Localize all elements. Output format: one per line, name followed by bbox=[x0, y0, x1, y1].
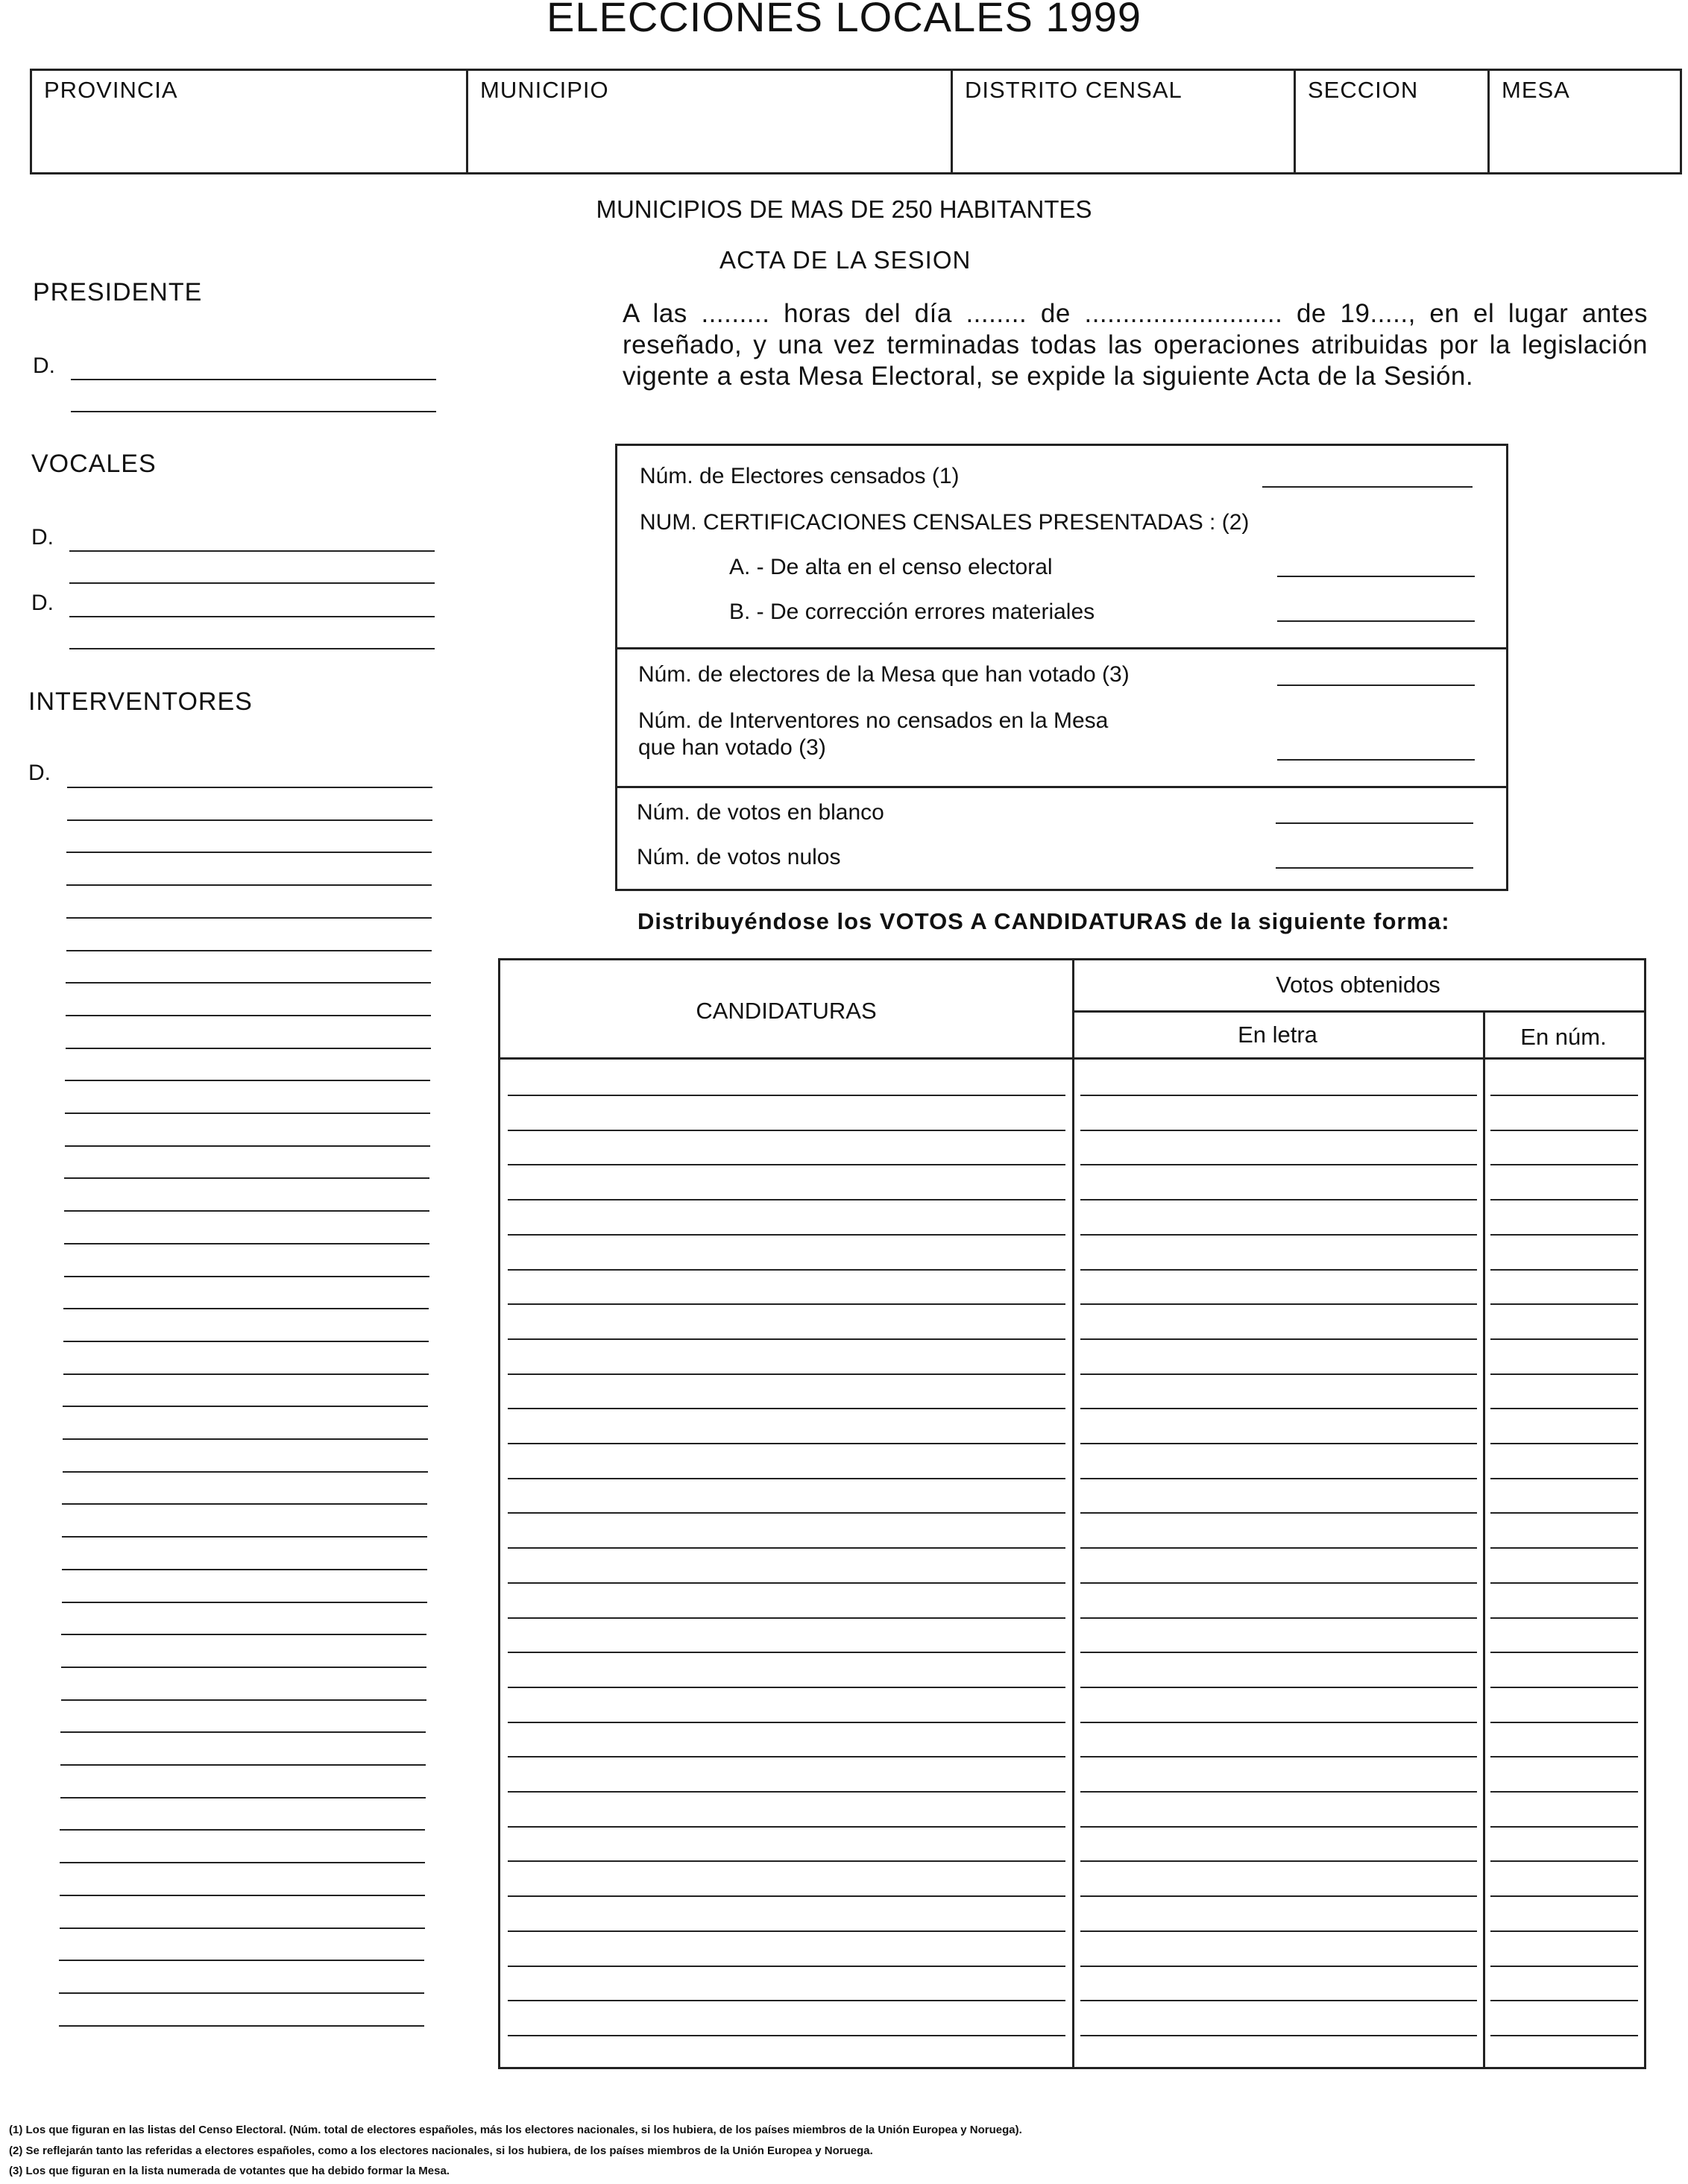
en-num-header: En núm. bbox=[1520, 1024, 1607, 1050]
interventor-signature-line[interactable] bbox=[64, 1177, 429, 1179]
votos-letra-line[interactable] bbox=[1080, 1373, 1477, 1375]
candidatura-line[interactable] bbox=[508, 2000, 1065, 2001]
votos-letra-line[interactable] bbox=[1080, 1966, 1477, 1967]
candidatura-line[interactable] bbox=[508, 1722, 1065, 1723]
interventores-label: INTERVENTORES bbox=[28, 687, 253, 716]
interventor-d-label: D. bbox=[28, 761, 51, 785]
interventor-signature-line[interactable] bbox=[60, 1731, 426, 1733]
votos-num-line[interactable] bbox=[1490, 1756, 1638, 1757]
interventor-signature-line[interactable] bbox=[66, 982, 431, 984]
presidente-label: PRESIDENTE bbox=[33, 278, 203, 306]
votos-letra-line[interactable] bbox=[1080, 1199, 1477, 1200]
votes-table bbox=[498, 958, 1646, 2069]
votos-letra-line[interactable] bbox=[1080, 1512, 1477, 1514]
vocal-2-signature-line[interactable] bbox=[69, 616, 435, 617]
interventor-signature-line[interactable] bbox=[64, 1276, 429, 1277]
candidatura-line[interactable] bbox=[508, 1826, 1065, 1828]
votos-letra-line[interactable] bbox=[1080, 1687, 1477, 1688]
footnote-3: (3) Los que figuran en la lista numerada de votantes que ha debido formar la Mesa. bbox=[9, 2165, 450, 2177]
votos-num-line[interactable] bbox=[1490, 1652, 1638, 1653]
municipio-label: MUNICIPIO bbox=[480, 77, 609, 103]
summary-box bbox=[615, 444, 1508, 891]
votos-num-line[interactable] bbox=[1490, 1547, 1638, 1549]
vocal-1-signature-line[interactable] bbox=[69, 550, 435, 552]
votos-num-line[interactable] bbox=[1490, 1966, 1638, 1967]
candidatura-line[interactable] bbox=[508, 1164, 1065, 1165]
mesa-label: MESA bbox=[1502, 77, 1570, 103]
votos-num-line[interactable] bbox=[1490, 1164, 1638, 1165]
interventor-signature-line[interactable] bbox=[64, 1210, 429, 1212]
interventor-signature-line[interactable] bbox=[61, 1667, 426, 1668]
votos-num-line[interactable] bbox=[1490, 1791, 1638, 1793]
interventor-signature-line[interactable] bbox=[62, 1536, 427, 1538]
candidatura-line[interactable] bbox=[508, 1547, 1065, 1549]
votos-num-line[interactable] bbox=[1490, 1512, 1638, 1514]
candidatura-line[interactable] bbox=[508, 1234, 1065, 1236]
interventor-signature-line[interactable] bbox=[64, 1243, 429, 1244]
votos-blanco-field[interactable] bbox=[1276, 822, 1473, 824]
votos-letra-line[interactable] bbox=[1080, 1930, 1477, 1932]
votos-num-line[interactable] bbox=[1490, 1303, 1638, 1305]
interventor-signature-line[interactable] bbox=[66, 1015, 431, 1016]
interventor-signature-line[interactable] bbox=[66, 950, 432, 951]
interventor-signature-line[interactable] bbox=[60, 1764, 426, 1766]
votos-letra-line[interactable] bbox=[1080, 1756, 1477, 1757]
interventor-signature-line[interactable] bbox=[61, 1699, 426, 1701]
votos-num-line[interactable] bbox=[1490, 1408, 1638, 1409]
votos-num-line[interactable] bbox=[1490, 1234, 1638, 1236]
candidatura-line[interactable] bbox=[508, 1408, 1065, 1409]
footnote-2: (2) Se reflejarán tanto las referidas a electores españoles, como a los electores nacionales, si los hubiera, de los países miembros de la Unión Europea y Noruega. bbox=[9, 2144, 873, 2157]
votos-num-line[interactable] bbox=[1490, 1478, 1638, 1479]
header-fields bbox=[30, 69, 1682, 174]
votos-num-line[interactable] bbox=[1490, 1338, 1638, 1340]
votos-num-line[interactable] bbox=[1490, 1269, 1638, 1271]
candidatura-line[interactable] bbox=[508, 1687, 1065, 1688]
vocal-2-d-label: D. bbox=[31, 591, 54, 615]
summary-divider-2 bbox=[617, 786, 1506, 788]
votos-num-line[interactable] bbox=[1490, 1373, 1638, 1375]
candidatura-line[interactable] bbox=[508, 1478, 1065, 1479]
vocal-2-signature-line-2[interactable] bbox=[69, 648, 435, 649]
candidatura-line[interactable] bbox=[508, 1966, 1065, 1967]
seccion-field[interactable] bbox=[1296, 71, 1490, 172]
summary-divider-1 bbox=[617, 647, 1506, 649]
votos-letra-line[interactable] bbox=[1080, 1269, 1477, 1271]
seccion-label: SECCION bbox=[1308, 77, 1419, 103]
interventor-signature-line[interactable] bbox=[60, 1797, 426, 1799]
candidatura-line[interactable] bbox=[508, 1512, 1065, 1514]
votos-num-line[interactable] bbox=[1490, 1826, 1638, 1828]
candidatura-line[interactable] bbox=[508, 1617, 1065, 1619]
electores-censados-label: Núm. de Electores censados (1) bbox=[640, 464, 960, 488]
votos-letra-line[interactable] bbox=[1080, 1860, 1477, 1862]
alta-field[interactable] bbox=[1277, 576, 1475, 577]
candidatura-line[interactable] bbox=[508, 1860, 1065, 1862]
han-votado-label: Núm. de electores de la Mesa que han votado (3) bbox=[638, 662, 1130, 687]
votos-nulos-label: Núm. de votos nulos bbox=[637, 845, 841, 869]
votos-num-line[interactable] bbox=[1490, 1443, 1638, 1444]
votos-num-line[interactable] bbox=[1490, 1722, 1638, 1723]
interventor-signature-line[interactable] bbox=[66, 884, 432, 886]
votos-letra-line[interactable] bbox=[1080, 1895, 1477, 1897]
distrito-censal-label: DISTRITO CENSAL bbox=[965, 77, 1182, 103]
votos-letra-line[interactable] bbox=[1080, 1547, 1477, 1549]
votos-num-line[interactable] bbox=[1490, 1095, 1638, 1096]
candidatura-line[interactable] bbox=[508, 1443, 1065, 1444]
interventor-signature-line[interactable] bbox=[63, 1438, 428, 1440]
interventor-signature-line[interactable] bbox=[60, 1862, 425, 1863]
provincia-label: PROVINCIA bbox=[44, 77, 178, 103]
vocales-label: VOCALES bbox=[31, 450, 157, 478]
candidatura-line[interactable] bbox=[508, 1303, 1065, 1305]
table-divider-candidaturas bbox=[1072, 960, 1074, 2067]
votos-num-line[interactable] bbox=[1490, 2000, 1638, 2001]
votos-letra-line[interactable] bbox=[1080, 1478, 1477, 1479]
votos-letra-line[interactable] bbox=[1080, 1338, 1477, 1340]
interventor-signature-line[interactable] bbox=[63, 1341, 429, 1342]
distrito-censal-field[interactable] bbox=[953, 71, 1296, 172]
votos-letra-line[interactable] bbox=[1080, 1164, 1477, 1165]
interventor-signature-line[interactable] bbox=[67, 819, 432, 821]
mesa-field[interactable] bbox=[1490, 71, 1680, 172]
presidente-signature-line-2[interactable] bbox=[71, 411, 436, 412]
presidente-d-label: D. bbox=[33, 353, 55, 378]
votos-letra-line[interactable] bbox=[1080, 1582, 1477, 1584]
interventores-votado-field[interactable] bbox=[1277, 759, 1475, 761]
candidatura-line[interactable] bbox=[508, 1652, 1065, 1653]
candidatura-line[interactable] bbox=[508, 1791, 1065, 1793]
candidatura-line[interactable] bbox=[508, 1338, 1065, 1340]
interventor-signature-line[interactable] bbox=[63, 1373, 429, 1375]
electores-censados-field[interactable] bbox=[1262, 486, 1473, 488]
votos-blanco-label: Núm. de votos en blanco bbox=[637, 800, 884, 825]
interventor-signature-line[interactable] bbox=[63, 1406, 428, 1407]
votos-letra-line[interactable] bbox=[1080, 1722, 1477, 1723]
presidente-signature-line[interactable] bbox=[71, 379, 436, 380]
votos-num-line[interactable] bbox=[1490, 1199, 1638, 1200]
subtitle: MUNICIPIOS DE MAS DE 250 HABITANTES bbox=[596, 195, 1092, 223]
interventor-signature-line[interactable] bbox=[62, 1503, 427, 1505]
votos-num-line[interactable] bbox=[1490, 1895, 1638, 1897]
interventor-signature-line[interactable] bbox=[60, 1895, 425, 1896]
distribution-heading: Distribuyéndose los VOTOS A CANDIDATURAS de la siguiente forma: bbox=[637, 908, 1450, 934]
provincia-field[interactable] bbox=[32, 71, 468, 172]
interventor-signature-line[interactable] bbox=[63, 1471, 428, 1473]
votos-num-line[interactable] bbox=[1490, 1930, 1638, 1932]
interventor-signature-line[interactable] bbox=[66, 917, 432, 919]
votos-letra-line[interactable] bbox=[1080, 1617, 1477, 1619]
vocal-1-signature-line-2[interactable] bbox=[69, 582, 435, 584]
interventor-signature-line[interactable] bbox=[65, 1113, 430, 1114]
votos-num-line[interactable] bbox=[1490, 1617, 1638, 1619]
votos-num-line[interactable] bbox=[1490, 1130, 1638, 1131]
votos-letra-line[interactable] bbox=[1080, 1826, 1477, 1828]
han-votado-field[interactable] bbox=[1277, 685, 1475, 686]
interventor-signature-line[interactable] bbox=[62, 1602, 427, 1603]
votos-letra-line[interactable] bbox=[1080, 1234, 1477, 1236]
votos-letra-line[interactable] bbox=[1080, 1791, 1477, 1793]
table-header-divider bbox=[500, 1057, 1644, 1060]
candidatura-line[interactable] bbox=[508, 1130, 1065, 1131]
interventor-signature-line[interactable] bbox=[59, 1992, 424, 1994]
votos-num-line[interactable] bbox=[1490, 2035, 1638, 2036]
en-letra-header: En letra bbox=[1238, 1022, 1317, 1048]
table-divider-letra-num bbox=[1483, 1010, 1485, 2067]
votos-letra-line[interactable] bbox=[1080, 1408, 1477, 1409]
interventores-votado-label-1: Núm. de Interventores no censados en la Mesa bbox=[638, 708, 1109, 733]
candidatura-line[interactable] bbox=[508, 1895, 1065, 1897]
interventor-signature-line[interactable] bbox=[66, 1048, 431, 1049]
interventor-signature-line[interactable] bbox=[67, 787, 432, 788]
votos-num-line[interactable] bbox=[1490, 1860, 1638, 1862]
votos-obtenidos-header: Votos obtenidos bbox=[1276, 972, 1440, 998]
candidatura-line[interactable] bbox=[508, 2035, 1065, 2036]
certificaciones-label: NUM. CERTIFICACIONES CENSALES PRESENTADAS : (2) bbox=[640, 510, 1250, 535]
interventor-signature-line[interactable] bbox=[60, 1829, 425, 1831]
candidatura-line[interactable] bbox=[508, 1373, 1065, 1375]
vocal-1-d-label: D. bbox=[31, 525, 54, 550]
candidatura-line[interactable] bbox=[508, 1582, 1065, 1584]
interventor-signature-line[interactable] bbox=[62, 1569, 427, 1570]
votos-nulos-field[interactable] bbox=[1276, 867, 1473, 869]
interventores-votado-label-2: que han votado (3) bbox=[638, 735, 826, 760]
votos-letra-line[interactable] bbox=[1080, 1652, 1477, 1653]
votos-letra-line[interactable] bbox=[1080, 1443, 1477, 1444]
votos-letra-line[interactable] bbox=[1080, 2000, 1477, 2001]
interventor-signature-line[interactable] bbox=[61, 1634, 426, 1635]
interventor-signature-line[interactable] bbox=[66, 852, 432, 853]
document-title: ELECCIONES LOCALES 1999 bbox=[546, 0, 1142, 40]
candidatura-line[interactable] bbox=[508, 1930, 1065, 1932]
interventor-signature-line[interactable] bbox=[65, 1145, 430, 1147]
municipio-field[interactable] bbox=[468, 71, 953, 172]
correccion-label: B. - De corrección errores materiales bbox=[729, 600, 1095, 624]
candidatura-line[interactable] bbox=[508, 1269, 1065, 1271]
votos-obtenidos-divider bbox=[1072, 1010, 1644, 1013]
votos-letra-line[interactable] bbox=[1080, 1303, 1477, 1305]
candidatura-line[interactable] bbox=[508, 1095, 1065, 1096]
votos-letra-line[interactable] bbox=[1080, 2035, 1477, 2036]
votos-num-line[interactable] bbox=[1490, 1582, 1638, 1584]
interventor-signature-line[interactable] bbox=[63, 1308, 429, 1309]
intro-paragraph: A las ......... horas del día ........ de .......................... de 19....., en el lugar antes reseñado, y una vez terminadas todas las operaciones atribuidas por la legislación vigente a esta Mesa Electoral, se expide la siguiente Acta de la Sesión. bbox=[623, 299, 1648, 391]
footnote-1: (1) Los que figuran en las listas del Censo Electoral. (Núm. total de electores españoles, más los electores nacionales, si los hubiera, de los países miembros de la Unión Europea y Noruega). bbox=[9, 2124, 1022, 2136]
interventor-signature-line[interactable] bbox=[65, 1080, 430, 1081]
votos-letra-line[interactable] bbox=[1080, 1130, 1477, 1131]
interventor-signature-line[interactable] bbox=[59, 1960, 424, 1961]
votos-letra-line[interactable] bbox=[1080, 1095, 1477, 1096]
votos-num-line[interactable] bbox=[1490, 1687, 1638, 1688]
candidaturas-header: CANDIDATURAS bbox=[696, 998, 877, 1024]
alta-label: A. - De alta en el censo electoral bbox=[729, 555, 1053, 579]
candidatura-line[interactable] bbox=[508, 1756, 1065, 1757]
interventor-signature-line[interactable] bbox=[59, 2025, 424, 2027]
interventor-signature-line[interactable] bbox=[60, 1927, 425, 1929]
correccion-field[interactable] bbox=[1277, 620, 1475, 622]
acta-heading: ACTA DE LA SESION bbox=[719, 246, 971, 274]
candidatura-line[interactable] bbox=[508, 1199, 1065, 1200]
